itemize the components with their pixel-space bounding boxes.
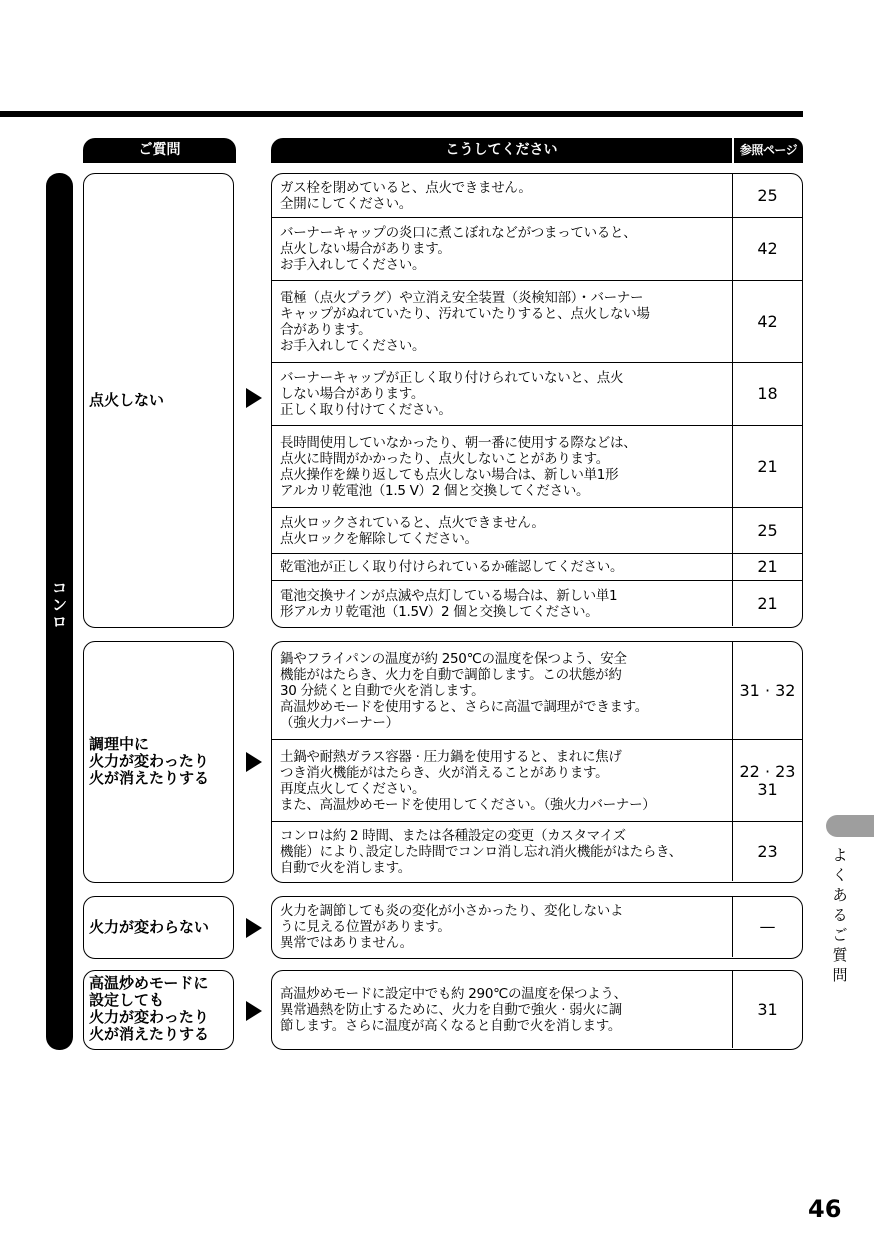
- answer-row: [272, 821, 802, 881]
- answer-text: 電極（点火プラグ）や立消え安全装置（炎検知部）・バーナー キャップがぬれていたり、汚れていたりすると、点火しない場 合があります。 お手入れしてください。: [272, 281, 733, 362]
- page-ref: —: [759, 917, 776, 936]
- page-ref: 25: [757, 520, 778, 540]
- answer-text: 土鍋や耐熱ガラス容器 · 圧力鍋を使用すると、まれに焦げ つき消火機能がはたらき、火が消えることがあります。 再度点火してください。 また、高温炒めモードを使用してください。（強火力バーナー）: [272, 740, 733, 821]
- header-question: ご質問: [83, 138, 236, 163]
- top-rule: [0, 111, 803, 117]
- page-ref: 21: [757, 456, 778, 476]
- answer-text: 乾電池が正しく取り付けられているか確認してください。: [272, 554, 733, 580]
- category-label: コ ン ロ: [51, 579, 67, 631]
- answer-text: コンロは約 2 時間、または各種設定の変更（カスタマイズ 機能）により､設定した時間でコンロ消し忘れ消火機能がはたらき、 自動で火を消します。: [272, 822, 733, 881]
- answer-block: [271, 641, 803, 883]
- answer-text: 長時間使用していなかったり、朝一番に使用する際などは、 点火に時間がかかったり、点火しないことがあります。 点火操作を繰り返しても点火しない場合は、新しい単1形 アルカリ乾電池（1.5 V）2 個と交換してください。: [272, 426, 733, 507]
- answer-row: [272, 553, 802, 580]
- arrow-icon: [246, 388, 262, 408]
- question-text: 火力が変わらない: [89, 918, 210, 936]
- answer-row: [272, 971, 802, 1048]
- answer-text: ガス栓を閉めていると、点火できません。 全開にしてください。: [272, 174, 733, 217]
- page-ref: 25: [757, 185, 778, 205]
- question-text: 調理中に 火力が変わったり 火が消えたりする: [89, 735, 210, 787]
- answer-text: 鍋やフライパンの温度が約 250℃の温度を保つよう、安全 機能がはたらき、火力を自動で調節します。この状態が約 30 分続くと自動で火を消します。 高温炒めモードを使用すると、さらに高温で調理ができます。 （強火力バーナー）: [272, 642, 733, 739]
- answer-row: [272, 897, 802, 957]
- answer-text: 高温炒めモードに設定中でも約 290℃の温度を保つよう、 異常過熱を防止するために、火力を自動で強火 · 弱火に調 節します。さらに温度が高くなると自動で火を消します。: [272, 971, 733, 1048]
- answer-block: [271, 896, 803, 959]
- header-page-ref: 参照ページ: [734, 138, 803, 163]
- page-ref: 42: [757, 239, 778, 258]
- arrow-icon: [246, 1001, 262, 1021]
- answer-row: [272, 174, 802, 217]
- page-ref: 31 · 32: [739, 680, 796, 700]
- question-text: 点火しない: [89, 391, 165, 409]
- answer-row: [272, 280, 802, 362]
- answer-row: [272, 217, 802, 280]
- answer-row: [272, 739, 802, 821]
- answer-text: 点火ロックされていると、点火できません。 点火ロックを解除してください。: [272, 508, 733, 553]
- page-ref: 21: [757, 593, 778, 613]
- page-ref: 21: [757, 557, 778, 576]
- answer-row: [272, 580, 802, 626]
- page-ref: 23: [757, 841, 778, 861]
- answer-text: バーナーキャップの炎口に煮こぼれなどがつまっていると、 点火しない場合があります。 お手入れしてください。: [272, 218, 733, 280]
- header-answer: こうしてください: [271, 138, 732, 163]
- answer-text: バーナーキャップが正しく取り付けられていないと、点火 しない場合があります。 正しく取り付けてください。: [272, 363, 733, 425]
- answer-block: [271, 173, 803, 628]
- answer-row: [272, 507, 802, 553]
- page-ref: 42: [757, 311, 778, 331]
- page-ref: 18: [757, 384, 778, 403]
- answer-text: 電池交換サインが点滅や点灯している場合は、新しい単1 形アルカリ乾電池（1.5V）2 個と交換してください。: [272, 581, 733, 626]
- arrow-icon: [246, 918, 262, 938]
- question-text: 高温炒めモードに 設定しても 火力が変わったり 火が消えたりする: [89, 974, 210, 1043]
- answer-row: [272, 642, 802, 739]
- answer-row: [272, 362, 802, 425]
- page-ref: 31: [757, 999, 778, 1019]
- page-number: 46: [808, 1195, 842, 1223]
- answer-row: [272, 425, 802, 507]
- answer-block: [271, 970, 803, 1050]
- page-ref: 22 · 23 31: [739, 761, 796, 799]
- side-label: よ く あ る ご 質 問: [832, 846, 848, 984]
- answer-text: 火力を調節しても炎の変化が小さかったり、変化しないよ うに見える位置があります。 異常ではありません。: [272, 897, 733, 957]
- section-tab: [826, 815, 874, 837]
- arrow-icon: [246, 752, 262, 772]
